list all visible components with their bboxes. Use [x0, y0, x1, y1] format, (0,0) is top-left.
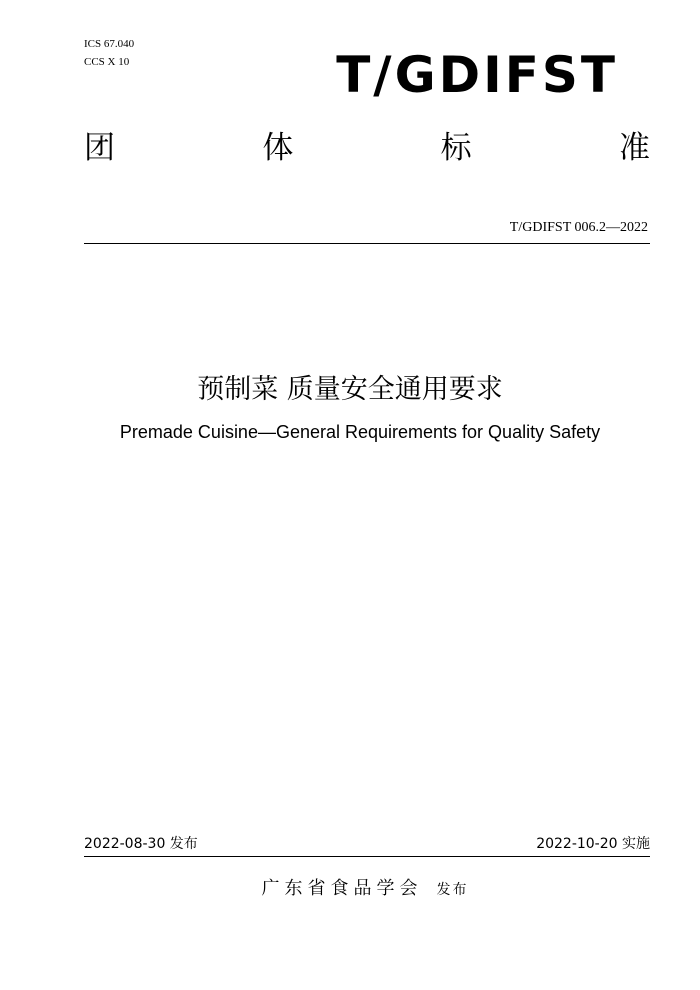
implementation-date: 2022-10-20 实施: [536, 836, 650, 852]
issue-date: 2022-08-30 发布: [84, 836, 198, 852]
standard-type-char: 准: [618, 130, 650, 166]
standard-type-char: 团: [84, 130, 115, 166]
standard-type: [84, 128, 650, 168]
standard-type-char: 体: [262, 130, 294, 166]
title-english: Premade Cuisine—General Requirements for Quality Safety: [119, 422, 601, 442]
publisher-line: [0, 876, 700, 903]
ics-code: ICS 67.040: [84, 38, 135, 50]
standard-code: T/GDIFST: [336, 46, 618, 104]
publisher-name: 广东省食品学会: [261, 878, 423, 899]
title-chinese: 预制菜 质量安全通用要求: [197, 374, 503, 405]
bottom-divider: [84, 856, 650, 857]
ccs-code: CCS X 10: [84, 56, 130, 68]
standard-number: T/GDIFST 006.2—2022: [509, 220, 648, 235]
top-divider: [84, 243, 650, 244]
standard-type-char: 标: [440, 130, 472, 166]
publisher-suffix: 发布: [436, 882, 469, 898]
